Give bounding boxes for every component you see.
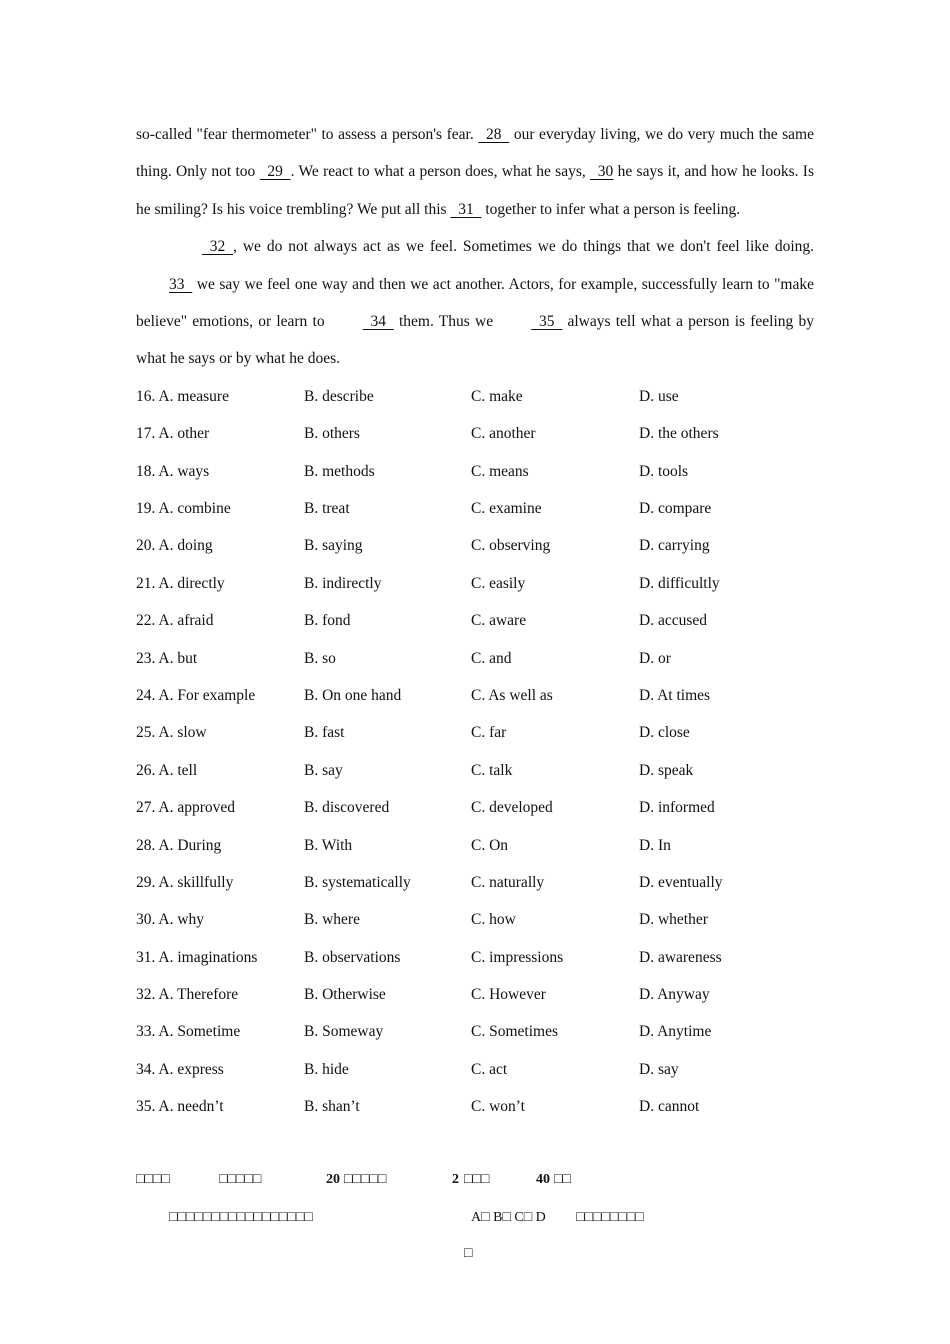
option-c: C. Sometimes: [471, 1023, 558, 1041]
option-d: D. carrying: [639, 537, 710, 555]
passage-text: so-called "fear thermometer" to assess a person's fear.: [136, 126, 479, 143]
option-a: 26. A. tell: [136, 761, 198, 779]
passage-text: always tell what a person is feeling by what he says or by what he does.: [136, 313, 814, 368]
option-d: D. Anytime: [639, 1023, 712, 1041]
option-d: D. tools: [639, 462, 689, 480]
option-d: D. accused: [639, 612, 707, 630]
option-a: 33. A. Sometime: [136, 1023, 241, 1041]
option-a: 25. A. slow: [136, 724, 207, 742]
passage-text: we say we feel one way and then we act another. Actors, for example, successfully learn to "make believe" emotions, or learn to: [136, 275, 814, 331]
option-d: D. use: [639, 387, 679, 405]
option-row-27: [136, 789, 814, 826]
option-row-22: [136, 602, 814, 639]
passage-text: them. Thus we: [393, 313, 499, 331]
option-b: B. fond: [304, 612, 351, 630]
option-c: C. On: [471, 836, 509, 854]
option-d: D. Anyway: [639, 986, 710, 1004]
option-d: D. compare: [639, 500, 712, 518]
passage-paragraph-1: [136, 116, 814, 228]
option-a: 30. A. why: [136, 911, 205, 929]
option-b: B. observations: [304, 948, 401, 966]
option-c: C. easily: [471, 574, 526, 592]
option-b: B. Someway: [304, 1023, 384, 1041]
option-c: C. However: [471, 986, 546, 1004]
section-heading-part: □□□□: [136, 1172, 170, 1187]
passage-text: . We react to what a person does, what he says,: [290, 163, 591, 181]
option-row-17: [136, 415, 814, 452]
option-a: 29. A. skillfully: [136, 873, 234, 891]
section-question-count: 20: [326, 1172, 340, 1187]
option-b: B. systematically: [304, 873, 411, 891]
option-b: B. treat: [304, 500, 350, 518]
option-d: D. whether: [639, 911, 708, 929]
instructions-text: □□□□□□□□: [576, 1210, 644, 1225]
option-row-31: [136, 939, 814, 976]
passage-text: together to infer what a person is feeling.: [481, 200, 741, 218]
option-d: D. difficultly: [639, 574, 720, 592]
option-d: D. awareness: [639, 948, 722, 966]
option-row-24: [136, 677, 814, 714]
option-a: 22. A. afraid: [136, 612, 214, 630]
option-c: C. make: [471, 387, 523, 405]
option-b: B. so: [304, 649, 336, 667]
option-b: B. saying: [304, 537, 363, 555]
option-a: 34. A. express: [136, 1060, 224, 1078]
option-c: C. aware: [471, 612, 527, 630]
blank-30: 30: [590, 163, 614, 181]
option-a: 35. A. needn’t: [136, 1098, 224, 1116]
option-c: C. developed: [471, 799, 553, 817]
blank-31: 31: [450, 200, 482, 218]
option-row-23: [136, 640, 814, 677]
option-c: C. examine: [471, 500, 542, 518]
option-d: D. speak: [639, 761, 694, 779]
passage-text: he says it, and how he looks. Is he smiling? Is his voice trembling? We put all this: [136, 163, 814, 218]
option-a: 18. A. ways: [136, 462, 210, 480]
option-c: C. won’t: [471, 1098, 525, 1116]
option-d: D. close: [639, 724, 690, 742]
option-c: C. far: [471, 724, 507, 742]
option-b: B. discovered: [304, 799, 390, 817]
option-d: D. eventually: [639, 873, 723, 891]
section-heading-part: □□□□□: [219, 1172, 262, 1187]
section-heading-part: □□□□□: [344, 1172, 387, 1187]
option-c: C. another: [471, 425, 536, 443]
option-b: B. where: [304, 911, 360, 929]
option-d: D. informed: [639, 799, 715, 817]
option-d: D. cannot: [639, 1098, 700, 1116]
passage-text: our everyday living, we do very much the same thing. Only not too: [136, 126, 814, 181]
option-c: C. and: [471, 649, 512, 667]
option-row-33: [136, 1013, 814, 1050]
option-row-28: [136, 827, 814, 864]
option-a: 21. A. directly: [136, 574, 225, 592]
answer-options: [136, 378, 814, 1126]
option-row-30: [136, 901, 814, 938]
option-a: 31. A. imaginations: [136, 948, 258, 966]
option-b: B. shan’t: [304, 1098, 360, 1116]
option-row-16: [136, 378, 814, 415]
passage-text: , we do not always act as we feel. Sometimes we do things that we don't feel like doing.: [233, 238, 814, 256]
option-a: 23. A. but: [136, 649, 198, 667]
option-b: B. describe: [304, 387, 374, 405]
blank-35: 35: [531, 313, 563, 331]
option-d: D. At times: [639, 686, 711, 704]
option-row-19: [136, 490, 814, 527]
option-b: B. hide: [304, 1060, 349, 1078]
section-heading-part: □□□: [464, 1172, 490, 1187]
option-b: B. methods: [304, 462, 375, 480]
option-a: 17. A. other: [136, 425, 210, 443]
option-c: C. As well as: [471, 686, 553, 704]
option-d: D. say: [639, 1060, 679, 1078]
option-row-20: [136, 527, 814, 564]
section-heading: [136, 1162, 814, 1199]
option-row-32: [136, 976, 814, 1013]
option-b: B. Otherwise: [304, 986, 386, 1004]
instructions-text: □□□□□□□□□□□□□□□□□: [169, 1210, 313, 1225]
option-a: 28. A. During: [136, 836, 222, 854]
option-row-29: [136, 864, 814, 901]
option-a: 32. A. Therefore: [136, 986, 239, 1004]
option-row-26: [136, 752, 814, 789]
option-c: C. act: [471, 1060, 508, 1078]
section-instructions: [136, 1200, 814, 1237]
option-d: D. In: [639, 836, 671, 854]
option-row-34: [136, 1051, 814, 1088]
section-total-points: 40: [536, 1172, 550, 1187]
option-row-25: [136, 714, 814, 751]
option-b: B. On one hand: [304, 686, 402, 704]
option-d: D. the others: [639, 425, 719, 443]
option-d: D. or: [639, 649, 671, 667]
option-c: C. how: [471, 911, 516, 929]
option-b: B. fast: [304, 724, 345, 742]
option-b: B. indirectly: [304, 574, 382, 592]
option-b: B. others: [304, 425, 360, 443]
blank-32: 32: [202, 238, 233, 256]
page-footer-mark: □: [464, 1246, 473, 1261]
blank-33: 33: [169, 275, 193, 293]
section-heading-part: □□: [554, 1172, 571, 1187]
option-a: 19. A. combine: [136, 500, 231, 518]
option-c: C. impressions: [471, 948, 564, 966]
instructions-letters: A□ B□ C□ D: [471, 1210, 546, 1225]
passage-paragraph-2: [136, 228, 814, 378]
blank-29: 29: [259, 163, 291, 181]
option-c: C. naturally: [471, 873, 545, 891]
option-a: 20. A. doing: [136, 537, 213, 555]
option-b: B. say: [304, 761, 343, 779]
option-a: 24. A. For example: [136, 686, 256, 704]
option-b: B. With: [304, 836, 353, 854]
option-row-18: [136, 453, 814, 490]
option-a: 16. A. measure: [136, 387, 229, 405]
option-a: 27. A. approved: [136, 799, 236, 817]
option-row-35: [136, 1088, 814, 1125]
option-c: C. means: [471, 462, 529, 480]
option-row-21: [136, 565, 814, 602]
document-page: [136, 116, 814, 1126]
blank-28: 28: [478, 126, 510, 143]
blank-34: 34: [362, 313, 394, 331]
option-c: C. observing: [471, 537, 551, 555]
option-c: C. talk: [471, 761, 513, 779]
section-points-each: 2: [452, 1172, 459, 1187]
